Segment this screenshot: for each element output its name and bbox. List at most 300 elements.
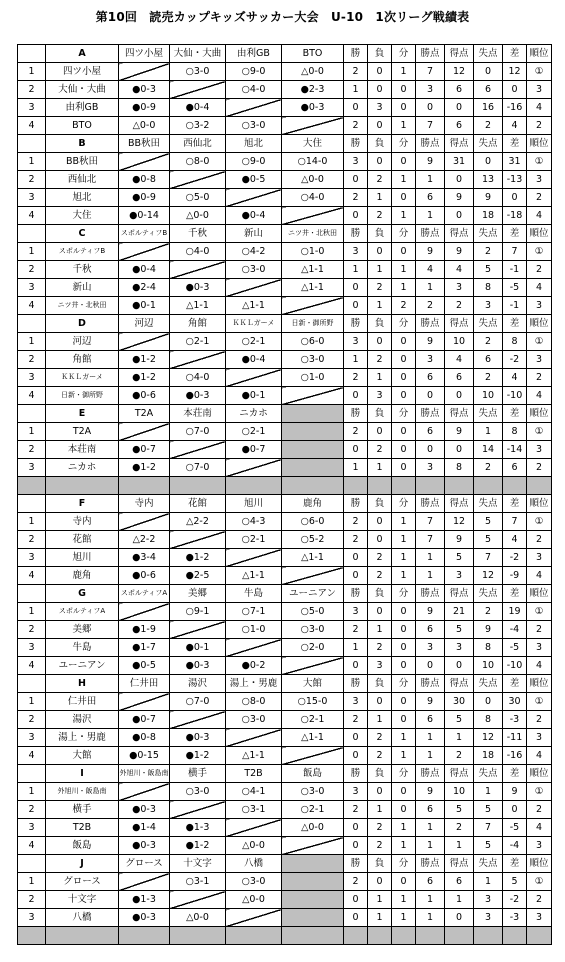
match-result: ○7-0 — [170, 693, 226, 711]
diagonal-cell — [226, 819, 282, 837]
stat-header: 得点 — [445, 135, 474, 153]
match-result: ○3-1 — [170, 873, 226, 891]
stat-value: 3 — [527, 441, 552, 459]
stat-value: -2 — [503, 351, 527, 369]
stat-value: 2 — [368, 171, 392, 189]
filler-cell — [503, 927, 527, 945]
match-result: ●0-3 — [119, 81, 170, 99]
stat-value: 4 — [445, 351, 474, 369]
stat-value: 3 — [527, 549, 552, 567]
header-blank — [18, 765, 46, 783]
stat-value: 3 — [344, 603, 368, 621]
team-row — [18, 297, 552, 315]
stat-header: 勝点 — [416, 675, 445, 693]
team-row — [18, 567, 552, 585]
match-result: ●0-5 — [119, 657, 170, 675]
diagonal-cell — [226, 99, 282, 117]
stat-value: 1 — [392, 63, 416, 81]
stat-value: -16 — [503, 747, 527, 765]
stat-value: 5 — [445, 801, 474, 819]
stat-value: 2 — [445, 297, 474, 315]
stat-value: 2 — [474, 117, 503, 135]
stat-value: 0 — [392, 711, 416, 729]
match-result: ○4-0 — [226, 81, 282, 99]
opponent-header: 湯沢 — [170, 675, 226, 693]
stat-value: 2 — [368, 819, 392, 837]
stat-value: 0 — [392, 801, 416, 819]
match-result: ○3-0 — [226, 711, 282, 729]
match-result: △1-1 — [282, 279, 344, 297]
stat-value: 1 — [368, 189, 392, 207]
stat-value: ① — [527, 513, 552, 531]
stat-value: 7 — [416, 513, 445, 531]
team-row — [18, 63, 552, 81]
stat-value: 2 — [474, 333, 503, 351]
match-result: ●0-14 — [119, 207, 170, 225]
stat-header: 負 — [368, 855, 392, 873]
match-result: ○3-0 — [282, 621, 344, 639]
team-name: 湯沢 — [46, 711, 119, 729]
stat-value: 2 — [368, 441, 392, 459]
team-number: 2 — [18, 261, 46, 279]
stat-value: 0 — [392, 189, 416, 207]
stat-header: 得点 — [445, 45, 474, 63]
stat-value: 6 — [445, 873, 474, 891]
stat-value: 9 — [416, 243, 445, 261]
stat-value: 12 — [474, 729, 503, 747]
stat-value: 4 — [503, 117, 527, 135]
stat-value: 2 — [527, 117, 552, 135]
stat-header: 差 — [503, 405, 527, 423]
filler-cell — [226, 927, 282, 945]
match-result: ○3-1 — [226, 801, 282, 819]
team-number: 3 — [18, 729, 46, 747]
stat-header: 負 — [368, 45, 392, 63]
match-result: ○3-0 — [226, 117, 282, 135]
stat-value: 1 — [474, 873, 503, 891]
match-result: ●0-15 — [119, 747, 170, 765]
stat-value: 6 — [445, 369, 474, 387]
stat-value: 1 — [474, 783, 503, 801]
match-result: △0-0 — [170, 909, 226, 927]
stat-value: 1 — [392, 171, 416, 189]
stat-value: 3 — [527, 729, 552, 747]
empty-cell — [282, 891, 344, 909]
match-result: ○2-1 — [226, 423, 282, 441]
match-result: ●1-2 — [170, 837, 226, 855]
stat-value: 0 — [392, 153, 416, 171]
opponent-header: ＫＫＬガーメ — [226, 315, 282, 333]
stat-value: 6 — [416, 801, 445, 819]
match-result: △0-0 — [282, 171, 344, 189]
stat-value: 3 — [344, 783, 368, 801]
stat-value: 1 — [344, 351, 368, 369]
match-result: △1-1 — [170, 297, 226, 315]
stat-value: 1 — [445, 891, 474, 909]
stat-value: 2 — [344, 621, 368, 639]
stat-value: 2 — [344, 711, 368, 729]
stat-value: 5 — [474, 837, 503, 855]
stat-header: 差 — [503, 135, 527, 153]
stat-value: 16 — [474, 99, 503, 117]
match-result: ●0-1 — [226, 387, 282, 405]
group-letter: I — [46, 765, 119, 783]
team-row — [18, 153, 552, 171]
stat-value: 1 — [445, 729, 474, 747]
stat-value: 19 — [503, 603, 527, 621]
group-header-row — [18, 675, 552, 693]
team-name: T2A — [46, 423, 119, 441]
team-name: T2B — [46, 819, 119, 837]
opponent-header: 仁井田 — [119, 675, 170, 693]
header-blank — [18, 45, 46, 63]
opponent-header: 西仙北 — [170, 135, 226, 153]
stat-header: 分 — [392, 585, 416, 603]
stat-header: 順位 — [527, 315, 552, 333]
stat-value: 2 — [344, 801, 368, 819]
stat-value: 0 — [344, 819, 368, 837]
diagonal-cell — [170, 81, 226, 99]
stat-value: ① — [527, 783, 552, 801]
stat-value: 4 — [527, 819, 552, 837]
team-name: 本荘南 — [46, 441, 119, 459]
stat-value: 3 — [527, 837, 552, 855]
team-row — [18, 279, 552, 297]
team-row — [18, 171, 552, 189]
team-name: 大館 — [46, 747, 119, 765]
diagonal-cell — [226, 279, 282, 297]
diagonal-cell — [170, 711, 226, 729]
stat-value: 21 — [445, 603, 474, 621]
stat-value: 2 — [344, 873, 368, 891]
team-number: 1 — [18, 603, 46, 621]
stat-header: 差 — [503, 225, 527, 243]
team-number: 1 — [18, 423, 46, 441]
team-name: 大仙・大曲 — [46, 81, 119, 99]
opponent-header: ユーニアン — [282, 585, 344, 603]
match-result: ●0-8 — [119, 729, 170, 747]
team-number: 1 — [18, 513, 46, 531]
opponent-header: 美郷 — [170, 585, 226, 603]
stat-value: 0 — [392, 423, 416, 441]
stat-value: 18 — [474, 207, 503, 225]
filler-cell — [226, 477, 282, 495]
header-blank — [18, 855, 46, 873]
stat-value: 0 — [344, 891, 368, 909]
stat-header: 負 — [368, 315, 392, 333]
stat-value: 1 — [416, 837, 445, 855]
diagonal-cell — [170, 801, 226, 819]
opponent-header: 大仙・大曲 — [170, 45, 226, 63]
team-number: 2 — [18, 351, 46, 369]
group-header-row — [18, 855, 552, 873]
diagonal-cell — [119, 63, 170, 81]
stat-value: 0 — [344, 657, 368, 675]
stat-value: 6 — [445, 117, 474, 135]
stat-value: 4 — [527, 567, 552, 585]
group-letter: D — [46, 315, 119, 333]
diagonal-cell — [226, 189, 282, 207]
stat-header: 勝 — [344, 855, 368, 873]
match-result: ●0-7 — [119, 441, 170, 459]
stat-value: 12 — [474, 567, 503, 585]
group-letter: A — [46, 45, 119, 63]
stat-value: 6 — [474, 81, 503, 99]
opponent-header: 湯上・男鹿 — [226, 675, 282, 693]
filler-cell — [18, 927, 46, 945]
filler-cell — [416, 927, 445, 945]
stat-value: 3 — [368, 387, 392, 405]
stat-value: 8 — [445, 459, 474, 477]
opponent-header: 大館 — [282, 675, 344, 693]
match-result: ●0-3 — [170, 657, 226, 675]
stat-value: 0 — [344, 279, 368, 297]
team-row — [18, 81, 552, 99]
team-number: 3 — [18, 819, 46, 837]
stat-value: 3 — [416, 459, 445, 477]
team-number: 4 — [18, 207, 46, 225]
stat-value: 0 — [392, 441, 416, 459]
team-row — [18, 243, 552, 261]
team-number: 4 — [18, 297, 46, 315]
filler-cell — [445, 477, 474, 495]
stat-header: 順位 — [527, 585, 552, 603]
team-number: 3 — [18, 189, 46, 207]
stat-value: 0 — [392, 603, 416, 621]
match-result: ○14-0 — [282, 153, 344, 171]
filler-cell — [368, 477, 392, 495]
filler-cell — [527, 477, 552, 495]
team-name: 飯島 — [46, 837, 119, 855]
stat-value: 5 — [474, 801, 503, 819]
stat-value: 8 — [503, 423, 527, 441]
stat-header: 失点 — [474, 765, 503, 783]
team-row — [18, 639, 552, 657]
stat-value: 2 — [392, 297, 416, 315]
team-number: 1 — [18, 153, 46, 171]
stat-value: 3 — [416, 639, 445, 657]
opponent-header: スポルティフB — [119, 225, 170, 243]
opponent-header: 外旭川・飯島南 — [119, 765, 170, 783]
diagonal-cell — [282, 837, 344, 855]
match-result: ○5-0 — [282, 603, 344, 621]
diagonal-cell — [170, 261, 226, 279]
stat-value: 6 — [503, 459, 527, 477]
group-letter: F — [46, 495, 119, 513]
match-result: ●0-4 — [226, 351, 282, 369]
stat-value: -18 — [503, 207, 527, 225]
stat-value: 1 — [344, 81, 368, 99]
stat-value: 1 — [392, 891, 416, 909]
team-name: 千秋 — [46, 261, 119, 279]
stat-value: 2 — [416, 297, 445, 315]
team-row — [18, 207, 552, 225]
match-result: ●0-6 — [119, 387, 170, 405]
stat-value: 0 — [344, 297, 368, 315]
group-header-row — [18, 135, 552, 153]
stat-value: 6 — [416, 873, 445, 891]
diagonal-cell — [170, 891, 226, 909]
opponent-header: BB秋田 — [119, 135, 170, 153]
stat-header: 分 — [392, 675, 416, 693]
stat-header: 順位 — [527, 225, 552, 243]
match-result: △0-0 — [170, 207, 226, 225]
match-result: ●0-1 — [170, 639, 226, 657]
match-result: ●0-3 — [119, 837, 170, 855]
match-result: ●0-5 — [226, 171, 282, 189]
stat-value: 0 — [445, 99, 474, 117]
empty-cell — [282, 459, 344, 477]
stat-header: 勝 — [344, 45, 368, 63]
match-result: ○4-1 — [226, 783, 282, 801]
stat-value: 13 — [474, 171, 503, 189]
team-number: 4 — [18, 567, 46, 585]
stat-value: 0 — [416, 441, 445, 459]
stat-value: 1 — [392, 819, 416, 837]
stat-value: 0 — [368, 243, 392, 261]
stat-value: 6 — [416, 423, 445, 441]
diagonal-cell — [282, 657, 344, 675]
match-result: ○1-0 — [282, 369, 344, 387]
stat-value: 0 — [445, 207, 474, 225]
diagonal-cell — [170, 171, 226, 189]
stat-value: 9 — [416, 333, 445, 351]
stat-value: 2 — [527, 531, 552, 549]
team-number: 1 — [18, 873, 46, 891]
match-result: ○9-0 — [226, 153, 282, 171]
stat-value: 2 — [344, 369, 368, 387]
match-result: ●0-4 — [170, 99, 226, 117]
match-result: ○1-0 — [282, 243, 344, 261]
stat-value: 9 — [416, 783, 445, 801]
stat-value: 4 — [503, 369, 527, 387]
match-result: ●1-3 — [119, 891, 170, 909]
team-number: 1 — [18, 783, 46, 801]
diagonal-cell — [226, 729, 282, 747]
stat-value: 18 — [474, 747, 503, 765]
stat-value: 2 — [344, 189, 368, 207]
header-blank — [18, 405, 46, 423]
stat-value: 4 — [416, 261, 445, 279]
stat-value: 3 — [416, 351, 445, 369]
stat-value: 3 — [344, 153, 368, 171]
stat-value: 0 — [392, 621, 416, 639]
stat-value: 2 — [368, 747, 392, 765]
team-name: ニツ井・北秋田 — [46, 297, 119, 315]
stat-header: 勝 — [344, 495, 368, 513]
opponent-header: 鹿角 — [282, 495, 344, 513]
team-row — [18, 333, 552, 351]
stat-value: 0 — [368, 603, 392, 621]
diagonal-cell — [119, 333, 170, 351]
stat-value: 0 — [344, 747, 368, 765]
diagonal-cell — [226, 369, 282, 387]
stat-value: -4 — [503, 837, 527, 855]
stat-header: 負 — [368, 405, 392, 423]
diagonal-cell — [119, 873, 170, 891]
stat-value: 12 — [445, 63, 474, 81]
stat-value: 3 — [445, 279, 474, 297]
opponent-header: スポルティフA — [119, 585, 170, 603]
stat-value: 0 — [368, 423, 392, 441]
team-number: 2 — [18, 891, 46, 909]
diagonal-cell — [282, 747, 344, 765]
stat-value: 1 — [368, 711, 392, 729]
header-blank — [18, 495, 46, 513]
stat-value: 1 — [392, 279, 416, 297]
stat-value: -11 — [503, 729, 527, 747]
stat-value: 9 — [445, 189, 474, 207]
match-result: ○2-1 — [226, 531, 282, 549]
stat-value: 0 — [392, 639, 416, 657]
stat-value: 0 — [368, 531, 392, 549]
filler-cell — [527, 927, 552, 945]
stat-value: 1 — [392, 549, 416, 567]
stat-value: 0 — [368, 783, 392, 801]
diagonal-cell — [119, 513, 170, 531]
stat-value: 2 — [344, 513, 368, 531]
team-name: 牛島 — [46, 639, 119, 657]
match-result: ○3-0 — [226, 873, 282, 891]
match-result: ●0-3 — [170, 729, 226, 747]
stat-value: 6 — [416, 711, 445, 729]
team-row — [18, 369, 552, 387]
stat-header: 勝点 — [416, 225, 445, 243]
match-result: △0-0 — [226, 891, 282, 909]
filler-cell — [392, 927, 416, 945]
stat-value: 9 — [416, 153, 445, 171]
team-name: グロース — [46, 873, 119, 891]
stat-header: 差 — [503, 495, 527, 513]
match-result: △0-0 — [282, 819, 344, 837]
team-name: ニカホ — [46, 459, 119, 477]
team-number: 3 — [18, 909, 46, 927]
team-number: 4 — [18, 657, 46, 675]
stat-value: 4 — [527, 207, 552, 225]
team-row — [18, 801, 552, 819]
opponent-header: BTO — [282, 45, 344, 63]
stat-value: 0 — [503, 801, 527, 819]
stat-value: 1 — [344, 459, 368, 477]
stat-value: 0 — [392, 243, 416, 261]
stat-header: 順位 — [527, 495, 552, 513]
opponent-header: 旭北 — [226, 135, 282, 153]
team-number: 1 — [18, 333, 46, 351]
team-row — [18, 513, 552, 531]
opponent-header: 牛島 — [226, 585, 282, 603]
team-row — [18, 909, 552, 927]
match-result: ○3-0 — [282, 351, 344, 369]
stat-value: 2 — [527, 621, 552, 639]
match-result: △1-1 — [226, 297, 282, 315]
stat-value: 1 — [392, 747, 416, 765]
stat-header: 勝 — [344, 585, 368, 603]
opponent-header: 寺内 — [119, 495, 170, 513]
team-row — [18, 603, 552, 621]
stat-value: 1 — [392, 117, 416, 135]
diagonal-cell — [119, 693, 170, 711]
diagonal-cell — [282, 567, 344, 585]
stat-value: 5 — [474, 513, 503, 531]
stat-header: 負 — [368, 675, 392, 693]
stat-header: 差 — [503, 315, 527, 333]
opponent-header: 日新・御所野 — [282, 315, 344, 333]
stat-value: 2 — [527, 711, 552, 729]
stat-value: 3 — [474, 909, 503, 927]
team-name: 鹿角 — [46, 567, 119, 585]
match-result: ○2-1 — [226, 333, 282, 351]
stat-header: 順位 — [527, 405, 552, 423]
